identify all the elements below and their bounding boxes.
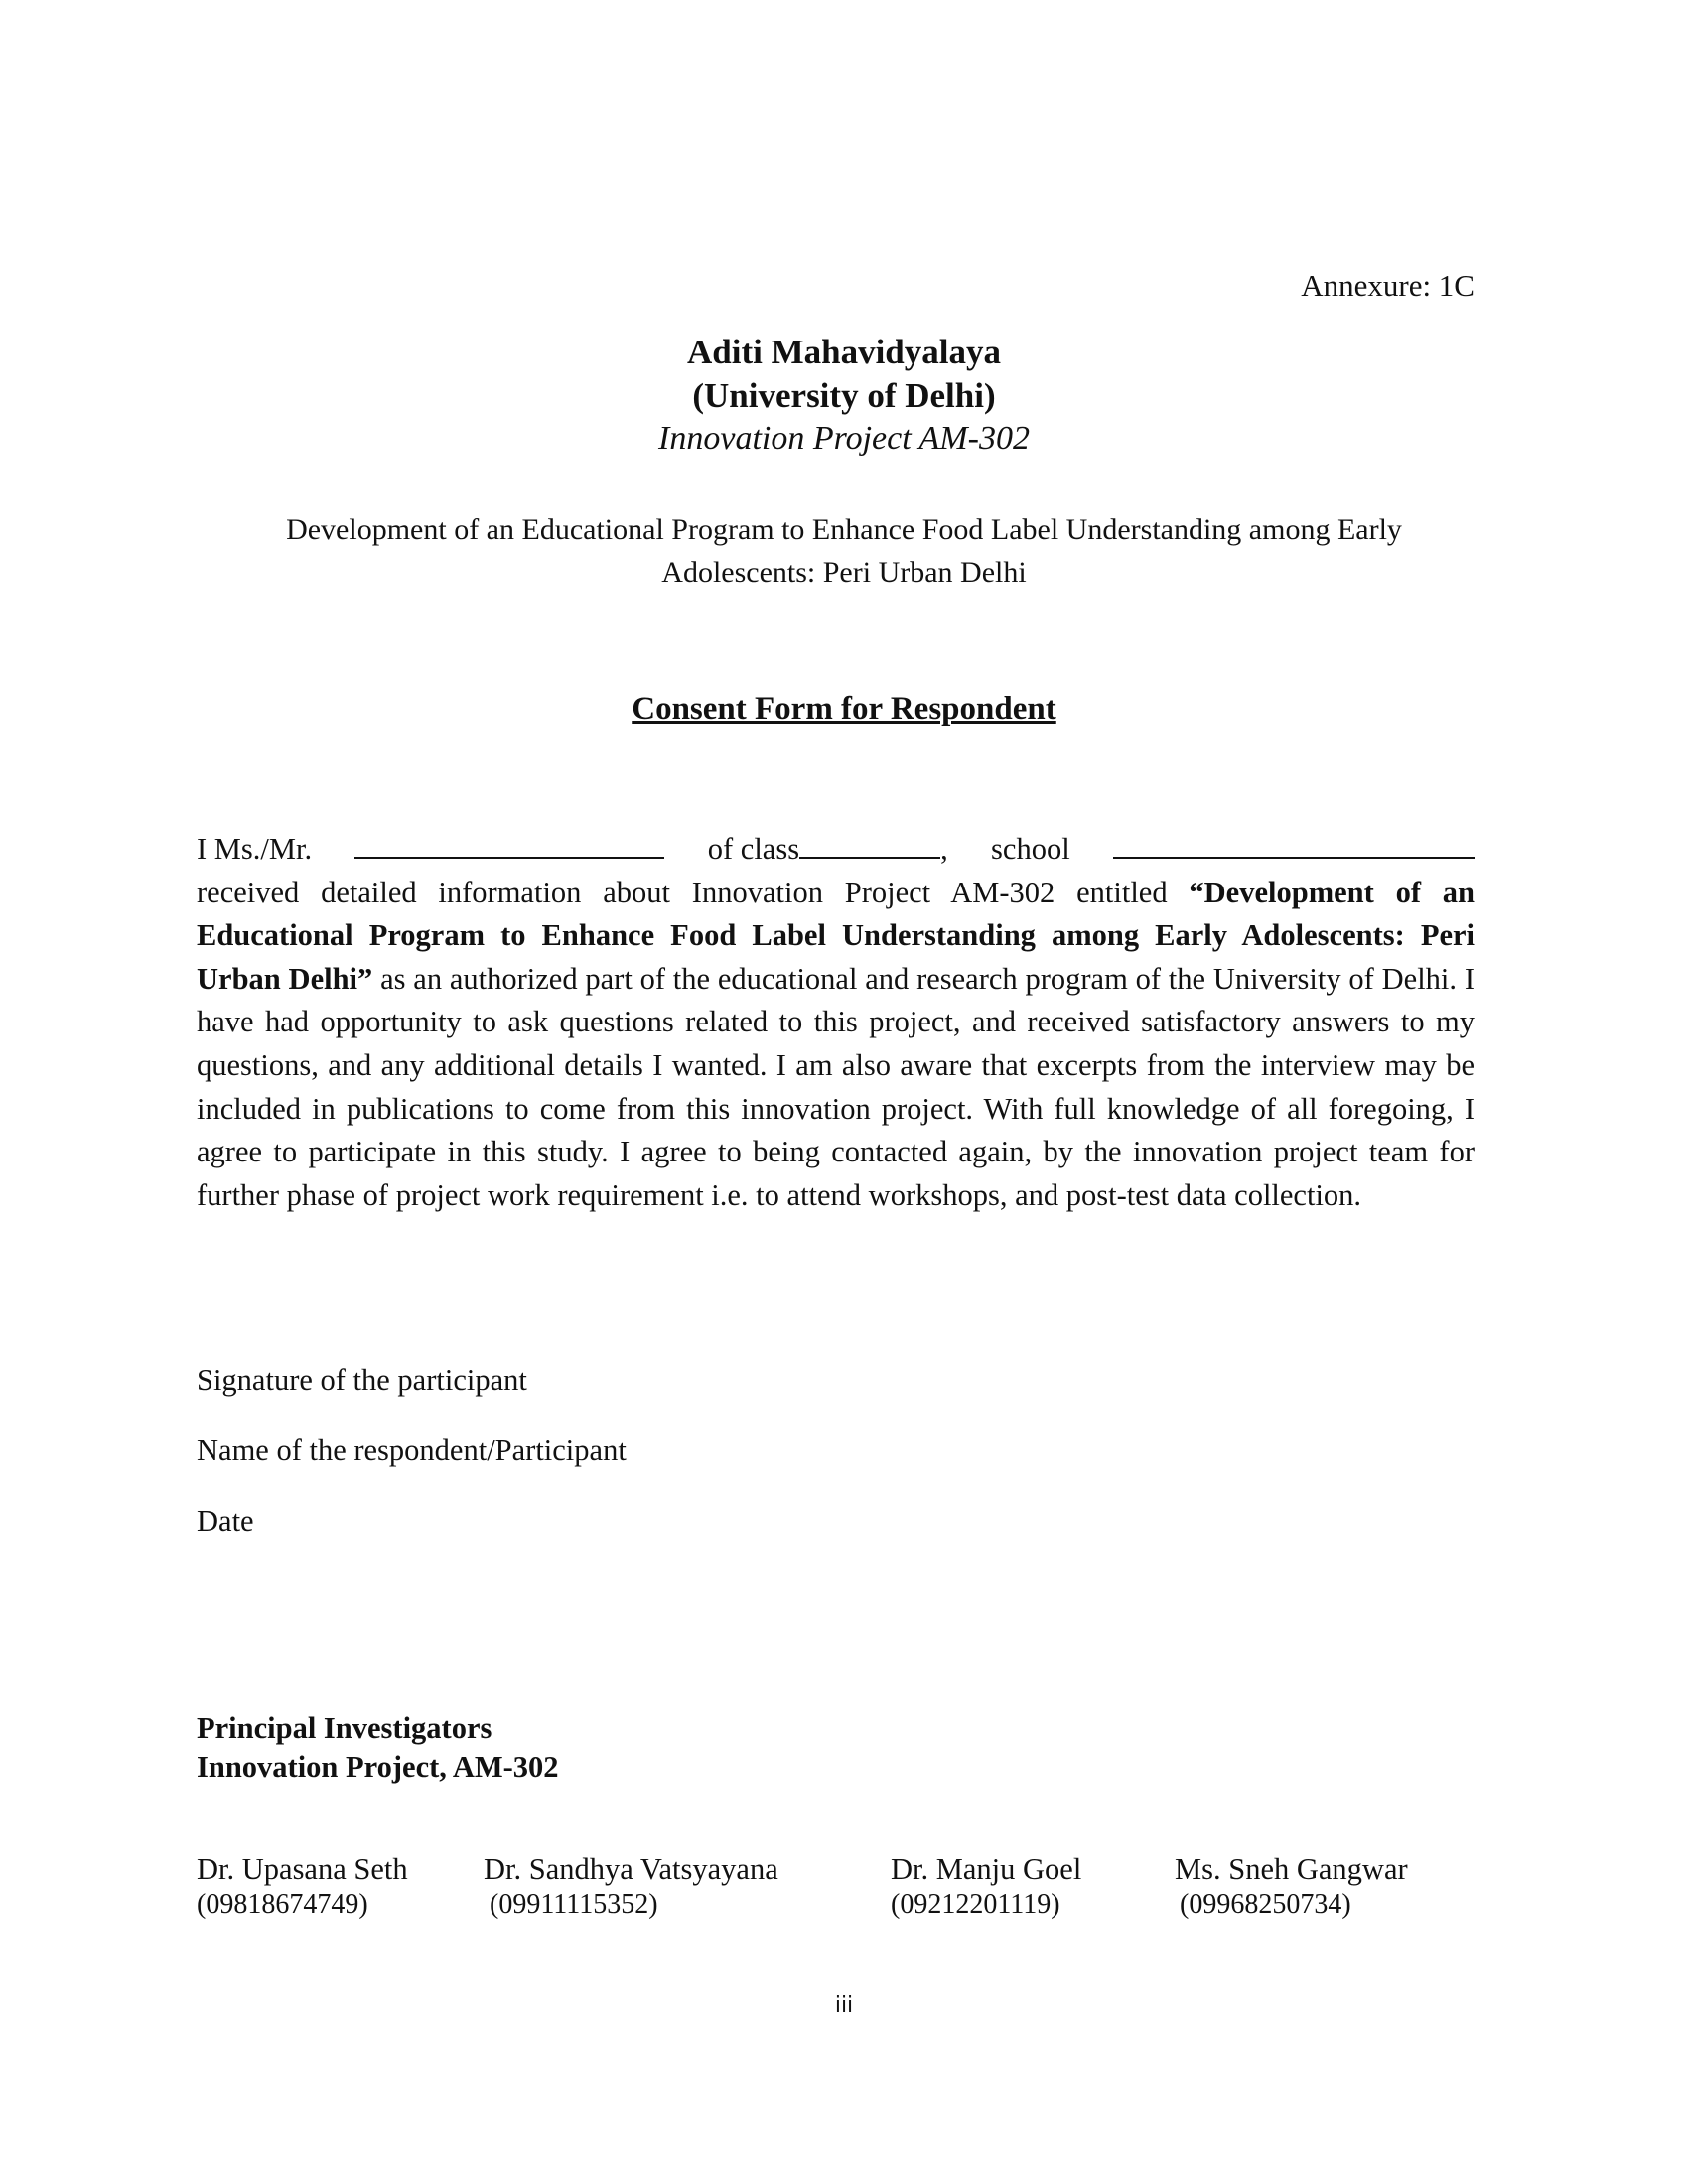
investigator-phone: (09968250734) xyxy=(1180,1889,1351,1920)
signature-label: Signature of the participant xyxy=(197,1363,527,1397)
principal-investigators-heading xyxy=(197,1709,559,1787)
school-label: school xyxy=(991,832,1070,866)
investigator-name: Dr. Manju Goel xyxy=(891,1852,1082,1886)
class-field xyxy=(708,828,948,872)
project-title: Innovation Project AM-302 xyxy=(658,420,1030,457)
comma: , xyxy=(940,832,948,866)
annexure-label: Annexure: 1C xyxy=(1301,268,1475,303)
page-number: iii xyxy=(834,1993,854,2018)
institution-name: Aditi Mahavidyalaya xyxy=(686,333,1001,371)
school-blank[interactable] xyxy=(1113,833,1475,859)
subtitle-line-2: Adolescents: Peri Urban Delhi xyxy=(661,556,1027,589)
consent-text-after: as an authorized part of the educational and research program of the University of Delhi. I have had opportunity to ask questions related to this project, and received satisfactory answers to my questions, and any additional details I wanted. I am also aware that excerpts from the interview may be included in publications to come from this innovation project. With full knowledge of all foregoing, I agree to participate in this study. I agree to being contacted again, by the innovation project team for further phase of project work requirement i.e. to attend workshops, and post-test data collection. xyxy=(197,961,1475,1212)
consent-paragraph xyxy=(197,828,1475,1217)
consent-project-title: “Development of an Educational Program to Enhance Food Label Understanding among Early Adolescents: Peri Urban Delhi” xyxy=(197,875,1475,996)
pi-heading: Principal Investigators xyxy=(197,1711,492,1745)
form-title xyxy=(0,691,1688,728)
consent-text-before: received detailed information about Innovation Project AM-302 entitled xyxy=(197,875,1190,909)
consent-first-line xyxy=(197,828,1475,872)
investigator-phone: (09212201119) xyxy=(891,1889,1060,1920)
form-title-text: Consent Form for Respondent xyxy=(632,691,1056,727)
class-blank[interactable] xyxy=(799,833,940,859)
investigator-phone: (09911115352) xyxy=(490,1889,658,1920)
prefix-label: I Ms./Mr. xyxy=(197,832,313,866)
university-name: (University of Delhi) xyxy=(692,376,996,415)
pi-project: Innovation Project, AM-302 xyxy=(197,1750,559,1784)
investigator-name: Dr. Upasana Seth xyxy=(197,1852,408,1886)
institution-header xyxy=(0,331,1688,418)
study-subtitle xyxy=(0,508,1688,594)
subtitle-line-1: Development of an Educational Program to Enhance Food Label Understanding among Early xyxy=(286,513,1402,546)
respondent-name-label: Name of the respondent/Participant xyxy=(197,1433,627,1467)
date-label: Date xyxy=(197,1504,254,1538)
participant-name-blank[interactable] xyxy=(354,833,664,859)
investigator-phone: (09818674749) xyxy=(197,1889,368,1920)
investigator-name: Dr. Sandhya Vatsyayana xyxy=(484,1852,778,1886)
investigator-name: Ms. Sneh Gangwar xyxy=(1175,1852,1408,1886)
consent-body xyxy=(197,872,1475,1218)
of-class-label: of class xyxy=(707,832,800,866)
